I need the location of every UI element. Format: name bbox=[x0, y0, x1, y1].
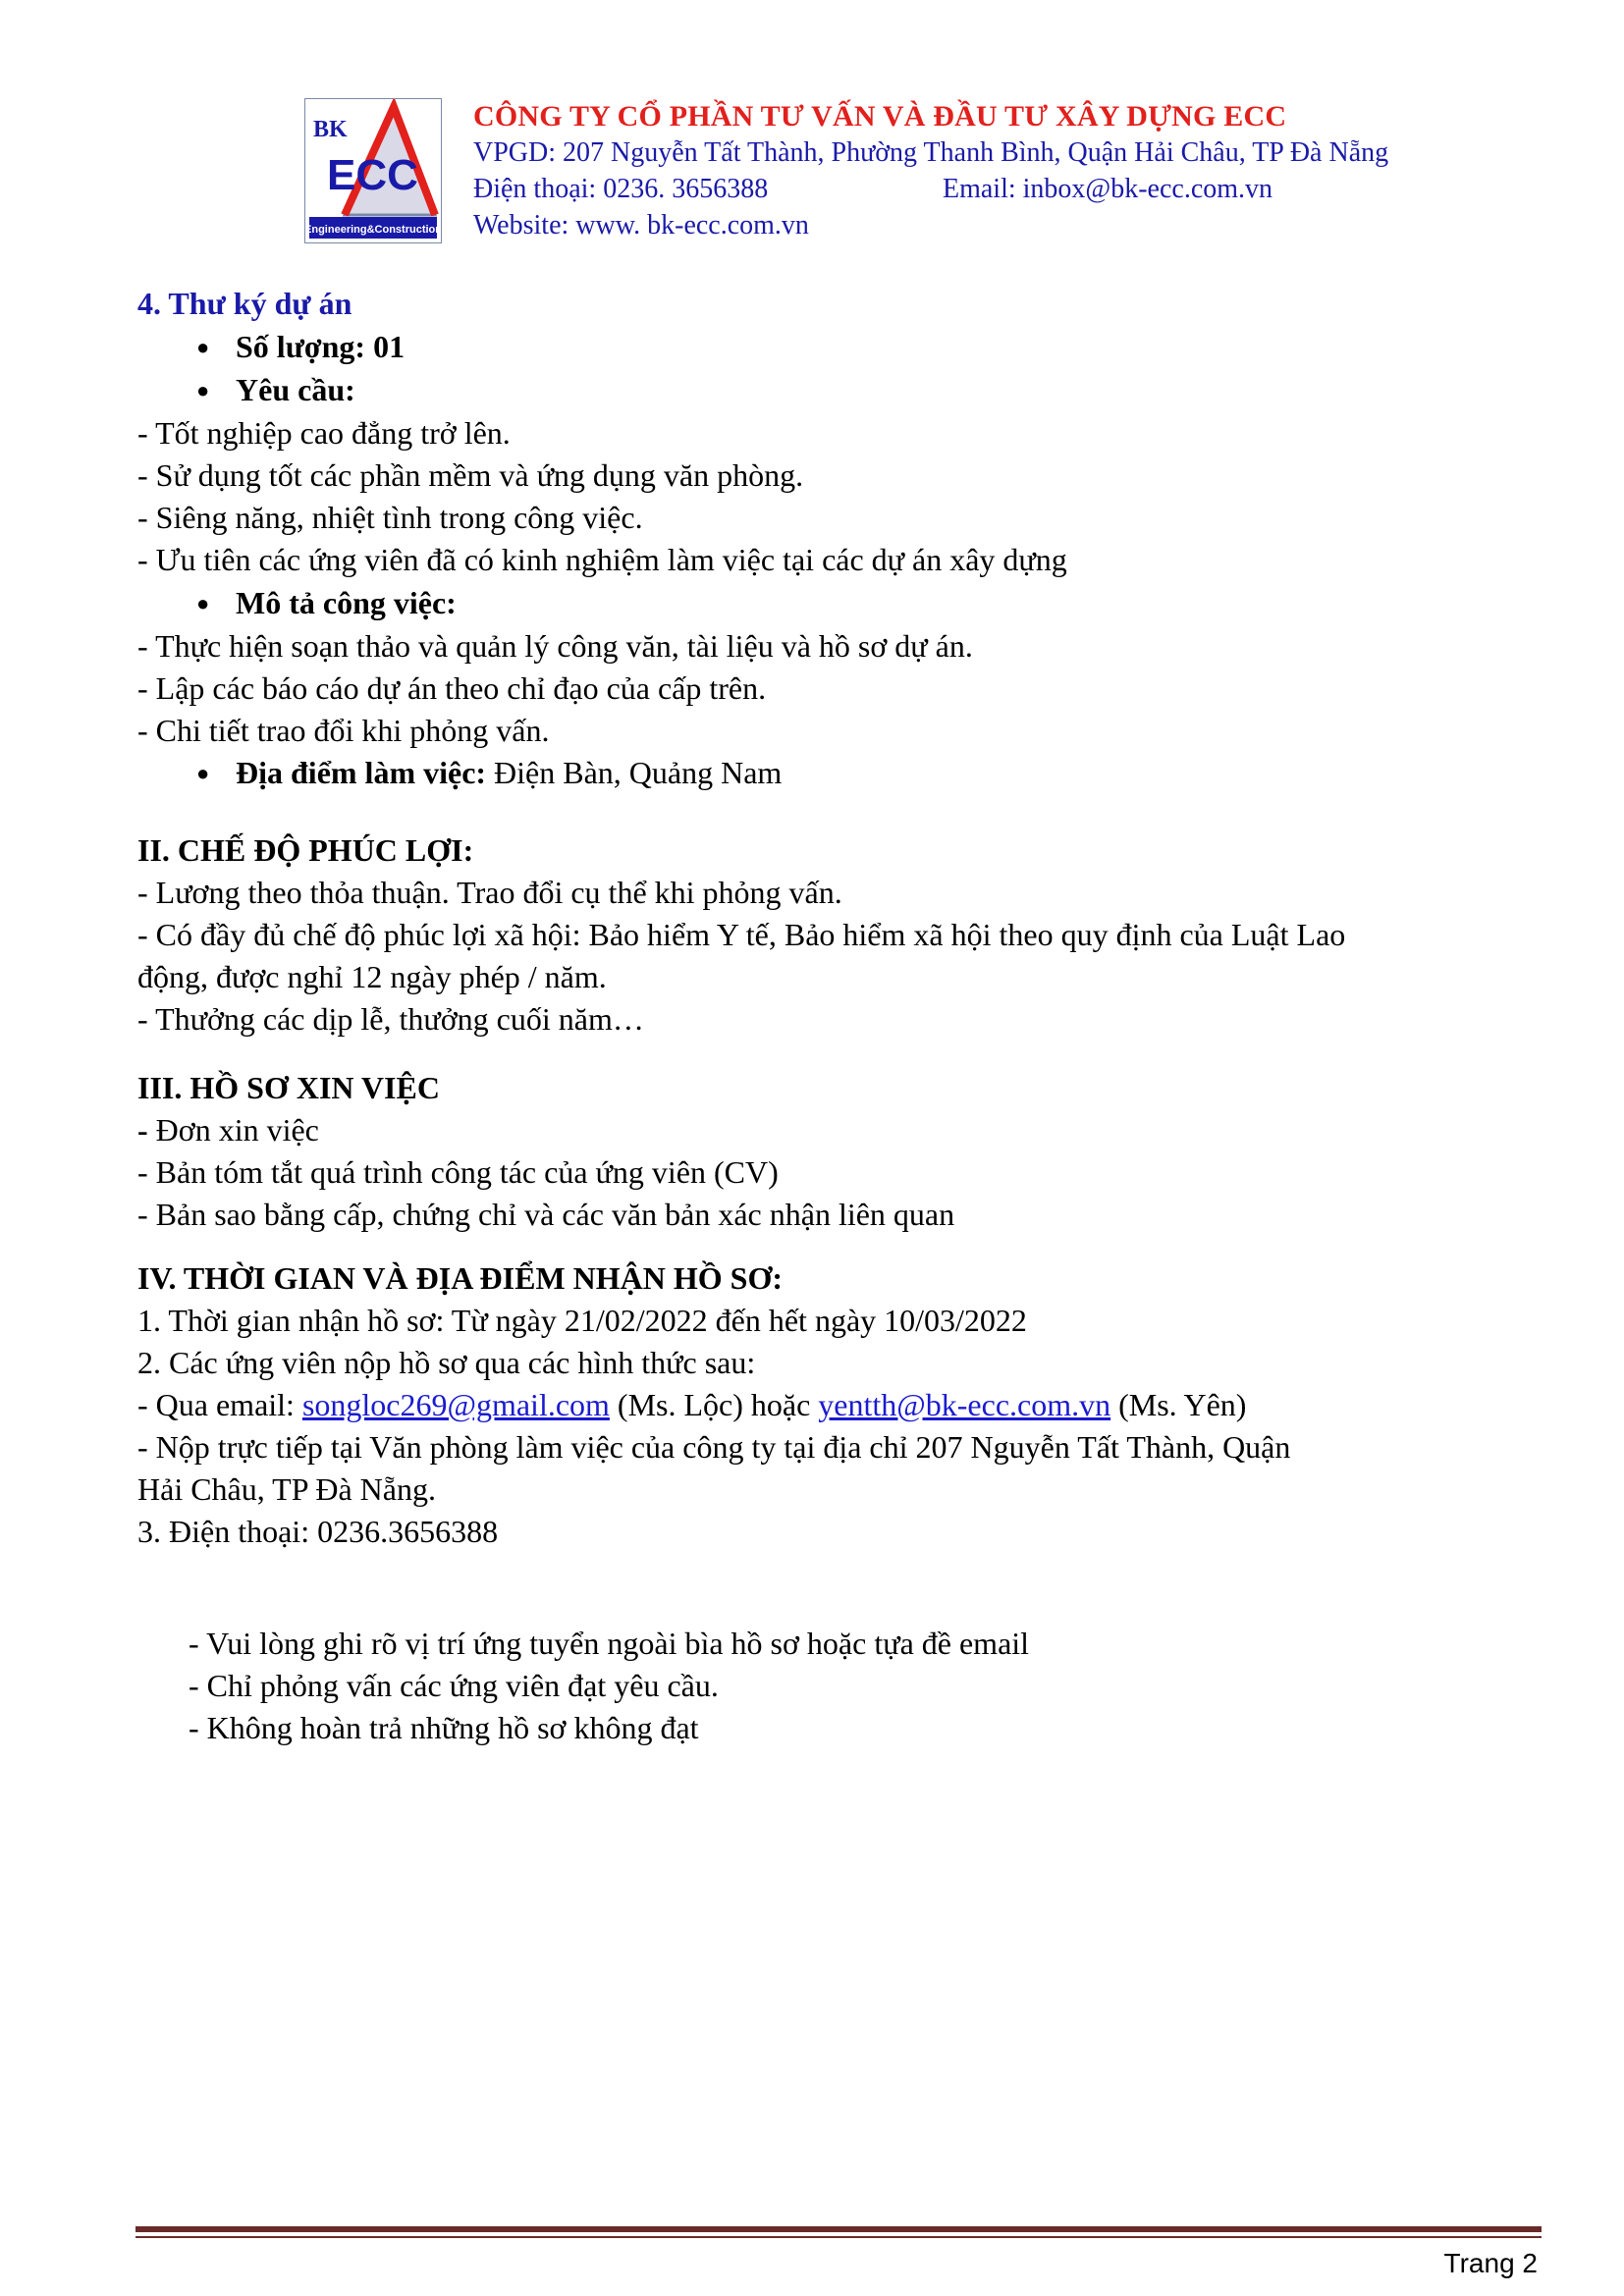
note-item: - Không hoàn trả những hồ sơ không đạt bbox=[189, 1710, 699, 1745]
contact-row bbox=[473, 171, 1455, 207]
company-logo bbox=[304, 98, 442, 243]
section-title-secretary: 4. Thư ký dự án bbox=[137, 286, 352, 321]
letterhead-text bbox=[473, 98, 1455, 243]
note-item: - Chỉ phỏng vấn các ứng viên đạt yêu cầu. bbox=[189, 1668, 719, 1703]
footer-divider-thin bbox=[135, 2236, 1542, 2238]
letterhead bbox=[304, 98, 1532, 245]
benefit-item: - Có đầy đủ chế độ phúc lợi xã hội: Bảo hiểm Y tế, Bảo hiểm xã hội theo quy định của Luật Lao bbox=[137, 917, 1346, 952]
quantity-text: Số lượng: 01 bbox=[236, 329, 406, 364]
submission-in-person: Hải Châu, TP Đà Nẵng. bbox=[137, 1471, 436, 1507]
logo-subtitle-text: Engineering&Construction bbox=[305, 224, 441, 236]
requirement-item: - Ưu tiên các ứng viên đã có kinh nghiệm làm việc tại các dự án xây dựng bbox=[137, 542, 1067, 577]
submission-email-line bbox=[137, 1385, 1246, 1424]
company-website: Website: www. bk-ecc.com.vn bbox=[473, 210, 809, 240]
section-title-benefits: II. CHẾ ĐỘ PHÚC LỢI: bbox=[137, 832, 474, 868]
bullet-dot-icon: ● bbox=[196, 335, 210, 359]
benefit-item: - Lương theo thỏa thuận. Trao đổi cụ thể khi phỏng vấn. bbox=[137, 875, 842, 910]
bullet-dot-icon: ● bbox=[196, 378, 210, 402]
note-item: - Vui lòng ghi rõ vị trí ứng tuyển ngoài bìa hồ sơ hoặc tựa đề email bbox=[189, 1626, 1030, 1661]
company-name: CÔNG TY CỔ PHẦN TƯ VẤN VÀ ĐẦU TƯ XÂY DỰNG ECC bbox=[473, 100, 1287, 133]
email-link-loc[interactable]: songloc269@gmail.com bbox=[301, 1387, 610, 1422]
company-address: VPGD: 207 Nguyễn Tất Thành, Phường Thanh Bình, Quận Hải Châu, TP Đà Nẵng bbox=[473, 137, 1389, 168]
submission-in-person: - Nộp trực tiếp tại Văn phòng làm việc của công ty tại địa chỉ 207 Nguyễn Tất Thành, Quận bbox=[137, 1429, 1291, 1465]
logo-bk-text: BK bbox=[313, 117, 348, 142]
location-label: Địa điểm làm việc: bbox=[236, 755, 487, 790]
bullet-requirements bbox=[196, 370, 355, 410]
company-email: Email: inbox@bk-ecc.com.vn bbox=[943, 174, 1273, 204]
bullet-quantity bbox=[196, 327, 405, 367]
requirement-item: - Siêng năng, nhiệt tình trong công việc. bbox=[137, 500, 643, 535]
document-item: - Bản sao bằng cấp, chứng chỉ và các văn bản xác nhận liên quan bbox=[137, 1197, 955, 1232]
bullet-location bbox=[196, 753, 782, 793]
company-phone: Điện thoại: 0236. 3656388 bbox=[473, 174, 769, 204]
requirement-item: - Tốt nghiệp cao đẳng trở lên. bbox=[137, 415, 511, 451]
description-item: - Chi tiết trao đổi khi phỏng vấn. bbox=[137, 713, 550, 748]
footer-divider bbox=[135, 2226, 1542, 2232]
email-link-yen[interactable]: yentth@bk-ecc.com.vn bbox=[818, 1387, 1111, 1422]
email-1-suffix: (Ms. Lộc) hoặc bbox=[609, 1387, 819, 1422]
page-number: Trang 2 bbox=[1443, 2248, 1538, 2278]
document-item-dash: - bbox=[137, 1112, 148, 1148]
logo-ecc-text: ECC bbox=[327, 151, 418, 199]
section-title-documents: III. HỒ SƠ XIN VIỆC bbox=[137, 1070, 440, 1105]
requirement-item: - Sử dụng tốt các phần mềm và ứng dụng văn phòng. bbox=[137, 457, 804, 493]
document-item-text: Đơn xin việc bbox=[147, 1112, 319, 1148]
bullet-description bbox=[196, 583, 457, 623]
description-item: - Lập các báo cáo dự án theo chỉ đạo của cấp trên. bbox=[137, 670, 767, 706]
email-2-suffix: (Ms. Yên) bbox=[1110, 1387, 1247, 1422]
description-label: Mô tả công việc: bbox=[236, 585, 457, 620]
benefit-item: - Thưởng các dịp lễ, thưởng cuối năm… bbox=[137, 1001, 644, 1037]
submission-phone: 3. Điện thoại: 0236.3656388 bbox=[137, 1514, 499, 1549]
bullet-dot-icon: ● bbox=[196, 761, 210, 785]
document-item: - Bản tóm tắt quá trình công tác của ứng viên (CV) bbox=[137, 1154, 779, 1190]
ecc-logo-icon bbox=[305, 99, 441, 242]
email-prefix: - Qua email: bbox=[137, 1387, 302, 1422]
section-title-submission: IV. THỜI GIAN VÀ ĐỊA ĐIỂM NHẬN HỒ SƠ: bbox=[137, 1260, 783, 1296]
requirements-label: Yêu cầu: bbox=[236, 372, 355, 407]
document-item bbox=[137, 1110, 319, 1149]
submission-methods: 2. Các ứng viên nộp hồ sơ qua các hình thức sau: bbox=[137, 1345, 756, 1380]
description-item: - Thực hiện soạn thảo và quản lý công văn, tài liệu và hồ sơ dự án. bbox=[137, 628, 973, 664]
bullet-dot-icon: ● bbox=[196, 591, 210, 615]
submission-time: 1. Thời gian nhận hồ sơ: Từ ngày 21/02/2022 đến hết ngày 10/03/2022 bbox=[137, 1303, 1027, 1338]
benefit-item: động, được nghỉ 12 ngày phép / năm. bbox=[137, 959, 607, 994]
location-value: Điện Bàn, Quảng Nam bbox=[486, 755, 783, 790]
